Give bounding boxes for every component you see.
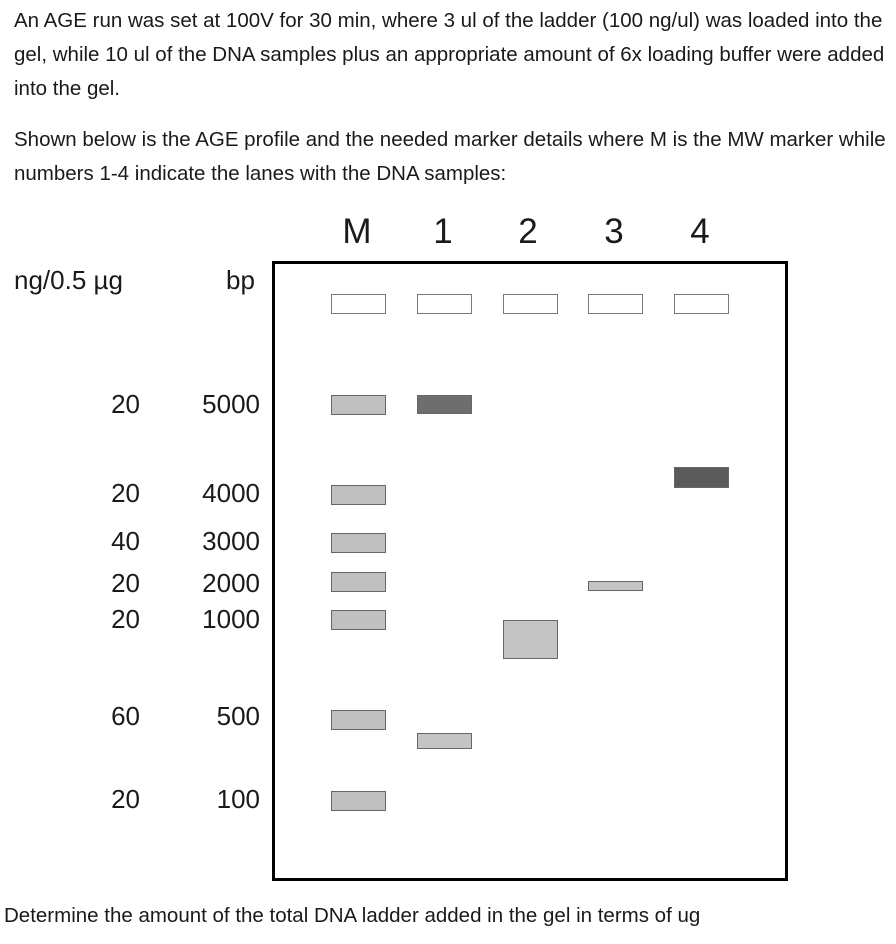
marker-bp-1000: 1000 bbox=[202, 604, 260, 634]
marker-band-100 bbox=[331, 791, 386, 811]
marker-band-500 bbox=[331, 710, 386, 730]
lane-1-band-low bbox=[417, 733, 472, 749]
intro-paragraph: An AGE run was set at 100V for 30 min, where 3 ul of the ladder (100 ng/ul) was loaded into the gel, while 10 ul of the DNA samples plus an appropriate amount of 6x loading buffer were added into the gel. bbox=[14, 9, 885, 100]
marker-ng-4000: 20 bbox=[111, 478, 140, 508]
marker-bp-4000: 4000 bbox=[202, 478, 260, 508]
marker-band-2000 bbox=[331, 572, 386, 592]
lane-4-band bbox=[674, 467, 729, 488]
marker-band-1000 bbox=[331, 610, 386, 630]
lane-2-band bbox=[503, 620, 558, 659]
marker-ng-500: 60 bbox=[111, 701, 140, 731]
marker-bp-100: 100 bbox=[216, 784, 260, 814]
ng-column-header: ng/0.5 µg bbox=[14, 265, 123, 295]
lane-label-4: 4 bbox=[690, 212, 710, 251]
bp-column-header: bp bbox=[226, 265, 255, 295]
lane-label-m: M bbox=[342, 212, 372, 251]
well-m bbox=[331, 294, 386, 314]
lane-3-band bbox=[588, 581, 643, 591]
description-paragraph: Shown below is the AGE profile and the needed marker details where M is the MW marker while numbers 1-4 indicate the lanes with the DNA samples: bbox=[14, 128, 886, 185]
question-text: Determine the amount of the total DNA ladder added in the gel in terms of ug bbox=[4, 904, 701, 927]
marker-ng-5000: 20 bbox=[111, 389, 140, 419]
well-lane-4 bbox=[674, 294, 729, 314]
marker-ng-1000: 20 bbox=[111, 604, 140, 634]
lane-label-1: 1 bbox=[433, 212, 453, 251]
lane-label-2: 2 bbox=[518, 212, 538, 251]
marker-band-5000 bbox=[331, 395, 386, 415]
well-lane-2 bbox=[503, 294, 558, 314]
marker-ng-100: 20 bbox=[111, 784, 140, 814]
lane-1-band-high bbox=[417, 395, 472, 414]
marker-ng-2000: 20 bbox=[111, 568, 140, 598]
gel-box bbox=[272, 261, 788, 881]
marker-band-4000 bbox=[331, 485, 386, 505]
marker-bp-3000: 3000 bbox=[202, 526, 260, 556]
marker-ng-3000: 40 bbox=[111, 526, 140, 556]
lane-label-3: 3 bbox=[604, 212, 624, 251]
marker-band-3000 bbox=[331, 533, 386, 553]
well-lane-3 bbox=[588, 294, 643, 314]
marker-bp-5000: 5000 bbox=[202, 389, 260, 419]
marker-bp-2000: 2000 bbox=[202, 568, 260, 598]
marker-bp-500: 500 bbox=[216, 701, 260, 731]
well-lane-1 bbox=[417, 294, 472, 314]
